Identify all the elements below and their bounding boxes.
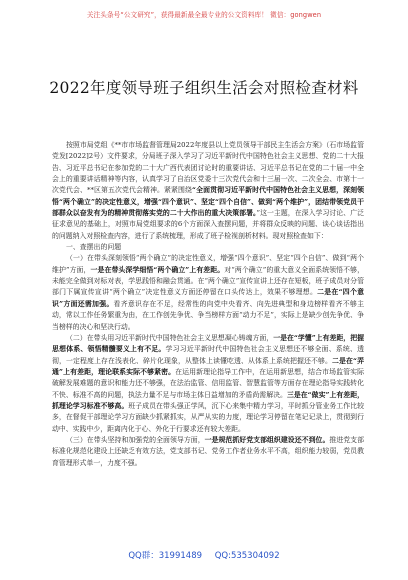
section-heading [52, 242, 364, 253]
bold-text-segment: 三是在“做实”上有差距，抓理论学习标准不够高。 [52, 390, 364, 410]
text-segment: 看齐意识存在不足，经常性的向党中央看齐、向先进典型和身边榜样看齐不够主动，常以工作任务繁重为由，在工作创先争优、争当榜样方面“动力不足”，实际上是缺少创先争优、争当榜样的决心和坚决行动。 [52, 299, 364, 331]
footer-contact: QQ群：31991489 QQ:535304092 [128, 551, 280, 561]
bold-text-segment: 二是在“弄通”上有差距，理论联系实际不够紧密。 [52, 356, 364, 376]
text-segment: 对“两个确立”的重大意义全面系统领悟不够，未能完全做到对标对表，学思践悟和融会贯通。在“两个确立”宣传宣讲上还存在短板，班子成员对分管部门下属宣传宣讲“两个确立”决定性意义方面还停留在口头传达上，效果不够理想。 [52, 265, 364, 297]
document-title: 2022年度领导班子组织生活会对照检查材料 [49, 79, 359, 97]
text-segment: 按照市局党组《**市市场监督管理局2022年度县以上党员领导干部民主生活会方案》（石市场监管党发[2022]2号）文件要求，分局班子深入学习了习近平新时代中国特色社会主义思想、党的二十大报告、习近平总书记在参加党的二十大广西代表团讨论时的重要讲话、习近平总书记在党的二十届一中全会上的重要讲话精神等内容，认真学习了自治区党委十三次党代会和十三届一次、二次全会、市第十一次党代会、**区第五次党代会精神。紧紧围绕 [52, 141, 364, 195]
bold-text-segment: “全面贯彻习近平新时代中国特色社会主义思想，深刻领悟“两个确立”的决定性意义，增强“四个意识”、坚定“四个自信”、做到“两个维护”，团结带领党员干部群众以奋发有为的精神贯彻落实党的二十大作出的重大决策部署。 [52, 186, 364, 218]
text-segment: 在运用新理论指导工作中，在运用新思想，结合市场监管实际破解发展难题的意识和能力还不够强，在法治监管、信用监管、智慧监管等方面存在理论指导实践转化不快、标准不高的问题，执法力量不足与市场主体日益增加的矛盾尚需解决。 [52, 367, 365, 399]
text-segment: （一）在带头深刻领悟“两个确立”的决定性意义，增强“四个意识”、坚定“四个自信”、做到“两个维护”方面， [52, 254, 364, 274]
text-segment: 学习习近平新时代中国特色社会主义思想还不够全面、系统、透彻，一定程度上存在浅表化、碎片化现象，从整体上读懂吃透、从体系上系统把握还不够。 [52, 345, 364, 365]
body-paragraph [52, 140, 364, 242]
text-segment: 一、查摆出的问题 [66, 243, 122, 252]
text-segment: （二）在带头用习近平新时代中国特色社会主义思想凝心铸魂方面， [66, 333, 274, 342]
text-segment: 推进党支部标准化规范化建设上还缺乏有效方法，党支部书记、党务工作者业务水平不高，组织能力较弱，党员教育管理形式单一，力度不强。 [52, 435, 365, 467]
bold-text-segment: 二是在“四个意识”方面还需加强。 [52, 288, 364, 308]
text-segment: 班子成员在带头强正学风，沉下心来集中精力学习，平时抓分管业务工作比较多，在督促干部理论学习方面缺少抓紧抓实，从严从实的力度，理论学习停留在笔记记录上，贯彻到行动中、实践中少，距离内化于心、外化于行要求还有较大差距。 [52, 401, 365, 433]
body-paragraph [52, 435, 364, 469]
bold-text-segment: 一是在带头深学细悟“两个确立”上有差距。 [90, 265, 225, 274]
bold-text-segment: 一是规范抓好党支部组织建设还不到位。 [204, 435, 330, 444]
text-segment: （三）在带头坚持和加强党的全面领导方面， [66, 435, 205, 444]
document-body [52, 140, 364, 469]
text-segment: ”这一主题，在深入学习讨论、广泛征求意见的基础上，对照市局党组要求的6个方面深入查摆问题，并将群众反映的问题、谈心谈话指出的问题纳入对照检查内容，进行了系统梳理，形成了班子检视剖析材料。现对照检查如下： [52, 209, 364, 240]
body-paragraph [52, 333, 364, 435]
body-paragraph [52, 253, 364, 332]
bold-text-segment: 一是在“学懂”上有差距，把握思想体系、领悟精髓要义上有不足。 [52, 333, 364, 354]
promo-banner: 关注头条号“公文研究”，获得最新最全最专业的公文资料库！ 微信：gongwen [86, 11, 322, 19]
